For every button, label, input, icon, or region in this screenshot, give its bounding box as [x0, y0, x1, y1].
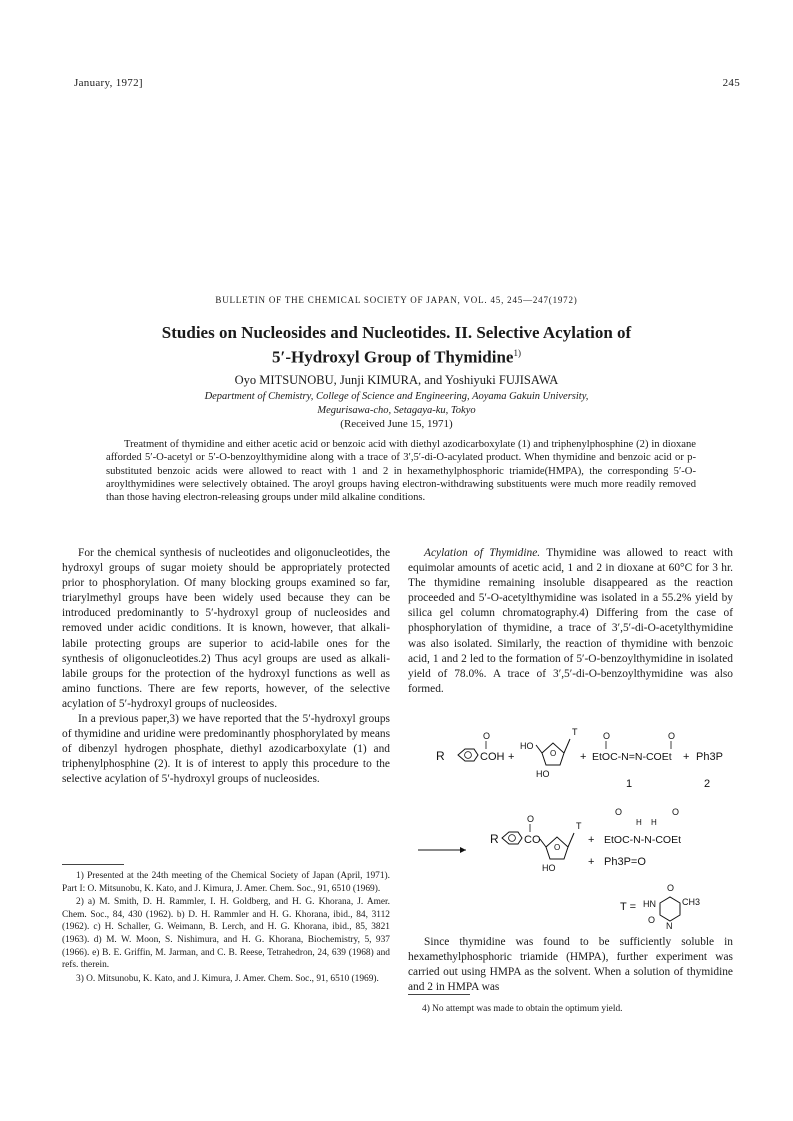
scheme-dead: EtOC-N=N-COEt — [592, 751, 672, 763]
footnotes-left — [62, 870, 390, 986]
product-ch2-bond-icon — [540, 839, 546, 847]
product-glycosidic-bond-icon — [568, 833, 574, 847]
footnotes-right — [408, 1003, 733, 1016]
intro-paragraph-1: For the chemical synthesis of nucleotides and oligonucleotides, the hydroxyl groups of sugar moiety should be appropriately protected prior to phosphorylation. Of many blocking groups examined so far, triarylmethyl groups have been widely used because they can be introduced predominantly to 5′-hydroxyl group of nucleosides and removed under acidic conditions. It is known, however, that alkali-labile protecting groups are superior to acid-labile ones for the synthesis of oligonucleotides.2) Thus acyl groups are used as alkali-labile groups for the protection of the hydroxyl functions as well as amino functions. There are few reports, however, of the selective acylation of 5′-hydroxyl groups of nucleosides. — [62, 547, 390, 710]
scheme-t-definition: T = — [620, 901, 637, 913]
article-title — [60, 323, 733, 368]
scheme-thymine-methyl: CH3 — [682, 897, 701, 907]
ring-oxygen: O — [550, 749, 557, 758]
section-heading: Acylation of Thymidine. — [424, 547, 541, 559]
scheme-3-hydroxyl: HO — [536, 769, 550, 779]
scheme-hydrazo-h-1: H — [636, 818, 642, 827]
title-line-2-text: 5′-Hydroxyl Group of Thymidine — [272, 347, 514, 367]
scheme-plus-5: + — [588, 856, 595, 868]
right-column-continued — [408, 935, 733, 995]
affiliation-line-2: Megurisawa-cho, Setagaya-ku, Tokyo — [317, 405, 476, 416]
scheme-label-1: 1 — [626, 778, 633, 790]
title-line-2 — [60, 343, 733, 368]
footnote-1: 1) Presented at the 24th meeting of the Chemical Society of Japan (April, 1971). Part I: O. Mitsunobu, K. Kato, and J. Kimura, J. Amer. Chem. Soc., 91, 6510 (1969). — [62, 871, 390, 894]
intro-paragraph-2: In a previous paper,3) we have reported that the 5′-hydroxyl groups of thymidine and uridine were predominantly phosphorylated by means of dibenzyl hydrogen phosphate, diethyl azodicarboxylate (1) and triphenylphosphine (2). It is of interest to apply this procedure to the selective acylation of 5′-hydroxyl groups of nucleosides. — [62, 713, 390, 786]
page-number: 245 — [722, 77, 740, 89]
scheme-product-r: R — [490, 832, 499, 846]
title-line-1: Studies on Nucleosides and Nucleotides. II. Selective Acylation of — [161, 323, 632, 342]
scheme-ester: CO — [524, 834, 541, 846]
scheme-hydrazo-oxygen-1: O — [615, 807, 623, 817]
scheme-phosphine-oxide: Ph3P=O — [604, 856, 646, 868]
scheme-hydrazo-oxygen-2: O — [672, 807, 680, 817]
left-column — [62, 546, 390, 788]
footnote-4: 4) No attempt was made to obtain the optimum yield. — [422, 1004, 623, 1014]
product-aromatic-icon — [509, 835, 516, 842]
benzene-aromatic-icon — [465, 752, 472, 759]
scheme-thymine-1: T — [572, 727, 578, 737]
running-header-date: January, 1972] — [74, 77, 143, 89]
received-date: (Received June 15, 1971) — [340, 418, 453, 430]
arrow-head-icon — [460, 847, 466, 853]
scheme-thymine-nh: HN — [643, 899, 656, 909]
affiliation — [120, 390, 673, 418]
results-paragraph-2: Since thymidine was found to be sufficiently soluble in hexamethylphosphoric triamide (HMPA), further experiment was carried out using HMPA as the solvent. When a solution of thymidine and 2 in HMPA was — [408, 936, 733, 994]
glycosidic-bond-icon — [564, 739, 570, 753]
scheme-plus-2: + — [580, 751, 587, 763]
scheme-triphenylphosphine: Ph3P — [696, 751, 723, 763]
title-footnote-mark: 1) — [513, 348, 521, 358]
scheme-dead-oxygen-2: O — [668, 731, 676, 741]
scheme-thymine-oxygen-1: O — [667, 883, 675, 893]
pyrimidine-ring-icon — [660, 897, 680, 921]
footnote-2: 2) a) M. Smith, D. H. Rammler, I. H. Goldberg, and H. G. Khorana, J. Amer. Chem. Soc., 84, 430 (1962). b) D. H. Rammler and H. G. Khorana, ibid., 84, 3112 (1962). c) H. Schaller, G. Weimann, B. Lerch, and H. G. Khorana, ibid., 85, 3821 (1963). d) M. W. Moon, S. Nishimura, and H. G. Khorana, Biochemistry, 5, 937 (1966). e) B. E. Griffin, M. Jarman, and C. B. Reese, Tetrahedron, 24, 639 (1968) and refs. therein. — [62, 897, 390, 971]
footnote-divider — [62, 864, 124, 865]
scheme-r-group: R — [436, 749, 445, 763]
scheme-carboxylic-acid: COH — [480, 751, 505, 763]
results-paragraph-1 — [408, 546, 733, 697]
ch2-bond-icon — [536, 745, 542, 753]
scheme-hydrazo-ester: EtOC-N-N-COEt — [604, 834, 681, 846]
product-ring-oxygen: O — [554, 843, 561, 852]
scheme-product-3-hydroxyl: HO — [542, 863, 556, 873]
results-paragraph-1-text: Thymidine was allowed to react with equimolar amounts of acetic acid, 1 and 2 in dioxane at 60°C for 3 hr. The thymidine remaining insoluble disappeared as the reaction proceeded and 5′-O-acetylthymidine was isolated in a 55.2% yield by silica gel column chromatography.4) Differing from the case of phosphorylation of thymidine, a trace of 3′,5′-di-O-acetylthymidine was also isolated. Similarly, the reaction of thymidine with benzoic acid, 1 and 2 led to the formation of 5′-O-benzoylthymidine in isolated yield of 78.0%. A trace of 3′,5′-di-O-benzoylthymidine was also formed. — [408, 547, 733, 695]
scheme-thymine-2: T — [576, 821, 582, 831]
scheme-dead-oxygen-1: O — [603, 731, 611, 741]
right-column — [408, 546, 733, 697]
scheme-thymine-oxygen-2: O — [648, 915, 656, 925]
journal-citation-line: BULLETIN OF THE CHEMICAL SOCIETY OF JAPAN, VOL. 45, 245—247(1972) — [215, 295, 578, 305]
scheme-ester-oxygen: O — [527, 814, 535, 824]
benzene-ring-icon — [458, 749, 478, 761]
reaction-scheme — [408, 705, 738, 930]
footnote-3: 3) O. Mitsunobu, K. Kato, and J. Kimura, J. Amer. Chem. Soc., 91, 6510 (1969). — [76, 973, 379, 984]
scheme-thymine-n1: N — [666, 921, 673, 930]
author-list: Oyo MITSUNOBU, Junji KIMURA, and Yoshiyuki FUJISAWA — [234, 373, 559, 387]
scheme-plus-4: + — [588, 834, 595, 846]
affiliation-line-1: Department of Chemistry, College of Science and Engineering, Aoyama Gakuin University, — [204, 391, 589, 402]
product-benzene-icon — [502, 832, 522, 844]
abstract: Treatment of thymidine and either acetic acid or benzoic acid with diethyl azodicarboxylate (1) and triphenylphosphine (2) in dioxane afforded 5′-O-acetyl or 5′-O-benzoylthymidine along with a trace of 3′,5′-di-O-acylated product. When thymidine and benzoic acid or p-substituted benzoic acids were allowed to react with 1 and 2 in hexamethylphosphoric triamide(HMPA), the corresponding 5′-O-aroylthymidines were selectively obtained. The aroyl groups having electron-withdrawing substituents were much more readily removed than those having electron-releasing groups under mild alkaline conditions. — [106, 439, 696, 504]
footnote-divider-right — [408, 994, 470, 995]
scheme-plus-1: + — [508, 751, 515, 763]
scheme-carbonyl-oxygen: O — [483, 731, 491, 741]
scheme-label-2: 2 — [704, 778, 711, 790]
scheme-hydrazo-h-2: H — [651, 818, 657, 827]
scheme-plus-3: + — [683, 751, 690, 763]
scheme-5-hydroxyl: HO — [520, 741, 534, 751]
